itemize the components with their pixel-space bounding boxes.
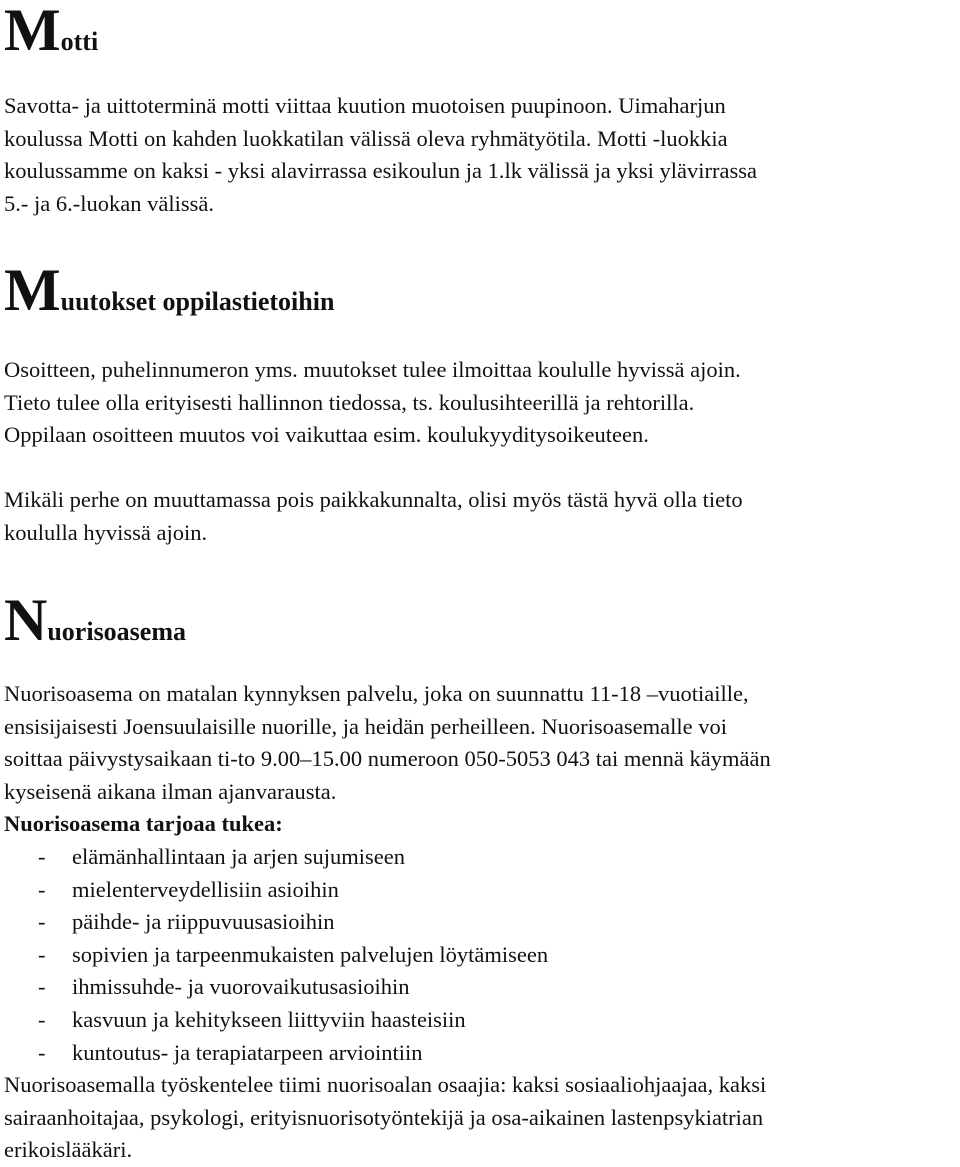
text-line: Nuorisoasemalla työskentelee tiimi nuorisoalan osaajia: kaksi sosiaaliohjaajaa, kaksi [4,1072,767,1098]
list-item [4,841,960,874]
list-item-text: sopivien ja tarpeenmukaisten palvelujen löytämiseen [72,941,549,967]
list-item-text: kasvuun ja kehitykseen liittyviin haasteisiin [72,1006,466,1032]
section-title-muutokset [4,257,335,323]
list-item [4,1004,960,1037]
support-title: Nuorisoasema tarjoaa tukea: [4,811,283,837]
list-item [4,906,960,939]
heading-initial: M [4,257,61,323]
text-line: sairaanhoitajaa, psykologi, erityisnuorisotyöntekijä ja osa-aikainen lastenpsykiatrian [4,1104,764,1130]
list-item-text: päihde- ja riippuvuusasioihin [72,909,335,935]
list-item [4,971,960,1004]
text-line: Mikäli perhe on muuttamassa pois paikkakunnalta, olisi myös tästä hyvä olla tieto [4,487,743,512]
list-item [4,939,960,972]
nuorisoasema-body [4,678,960,1167]
dash-marker: - [38,909,46,935]
list-item-text: mielenterveydellisiin asioihin [72,876,339,902]
text-line: koulussamme on kaksi - yksi alavirrassa esikoulun ja 1.lk välissä ja yksi ylävirrassa [4,158,757,184]
list-item-text: kuntoutus- ja terapiatarpeen arviointiin [72,1039,423,1065]
dash-marker: - [38,974,46,1000]
text-line: Tieto tulee olla erityisesti hallinnon tiedossa, ts. koulusihteerillä ja rehtorilla. [4,389,695,415]
section-title-nuorisoasema [4,587,187,653]
motti-paragraph [4,90,960,220]
heading-rest: uorisoasema [47,617,187,646]
dash-marker: - [38,876,46,902]
text-line: ensisijaisesti Joensuulaisille nuorille, ja heidän perheilleen. Nuorisoasemalle voi [4,713,727,739]
heading-rest: otti [60,27,99,56]
heading-initial: N [4,587,48,653]
dash-marker: - [38,1039,46,1065]
section-title-motti [4,0,99,63]
text-line: Osoitteen, puhelinnumeron yms. muutokset tulee ilmoittaa koululle hyvissä ajoin. [4,357,741,382]
text-line: koulussa Motti on kahden luokkatilan välissä oleva ryhmätyötila. Motti -luokkia [4,125,728,151]
text-line: Savotta- ja uittoterminä motti viittaa kuution muotoisen puupinoon. Uimaharjun [4,93,726,118]
dash-marker: - [38,1006,46,1032]
text-line: Nuorisoasema on matalan kynnyksen palvelu, joka on suunnattu 11-18 –vuotiaille, [4,681,749,706]
list-item-text: ihmissuhde- ja vuorovaikutusasioihin [72,974,410,1000]
list-item [4,1037,960,1070]
muutokset-paragraph-1 [4,354,960,452]
support-list [4,841,960,1069]
text-line: Oppilaan osoitteen muutos voi vaikuttaa esim. koulukyyditysoikeuteen. [4,422,649,448]
list-item-text: elämänhallintaan ja arjen sujumiseen [72,843,405,869]
dash-marker: - [38,941,46,967]
text-line: kyseisenä aikana ilman ajanvarausta. [4,778,337,804]
text-line: 5.- ja 6.-luokan välissä. [4,190,214,216]
text-line: erikoislääkäri. [4,1137,133,1163]
text-line: koululla hyvissä ajoin. [4,519,208,545]
heading-initial: M [4,0,61,63]
muutokset-paragraph-2 [4,484,960,549]
heading-rest: uutokset oppilastietoihin [60,287,335,316]
list-item [4,874,960,907]
text-line: soittaa päivystysaikaan ti-to 9.00–15.00 numeroon 050-5053 043 tai mennä käymään [4,746,771,772]
dash-marker: - [38,843,46,869]
